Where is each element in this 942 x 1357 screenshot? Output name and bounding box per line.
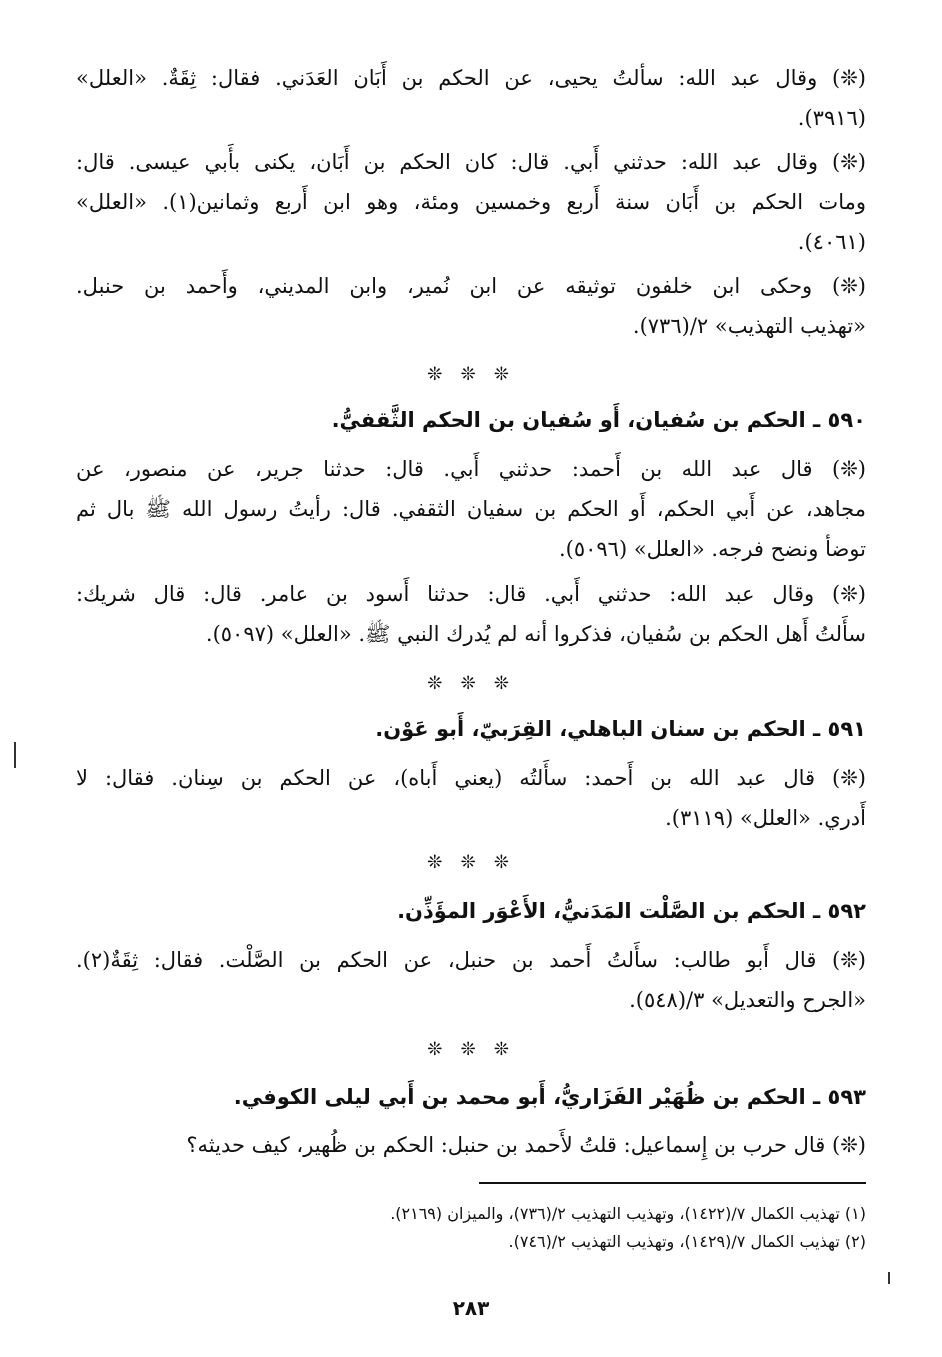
text-line: (❊) وقال عبد الله: حدثني أَبي. قال: حدثنا أَسود بن عامر. قال: قال شريك: (76, 582, 866, 606)
text-line: أَدري. «العلل» (٣١١٩). (665, 806, 866, 830)
section-separator: ❊ ❊ ❊ (427, 852, 515, 873)
paragraph-8 (76, 1125, 866, 1165)
text-line: (❊) قال حرب بن إِسماعيل: قلتُ لأَحمد بن حنبل: الحكم بن ظُهير، كيف حديثه؟ (186, 1133, 866, 1157)
entry-heading-593: ٥٩٣ ـ الحكم بن ظُهَيْر الفَزَاريُّ، أَبو محمد بن أَبي ليلى الكوفي. (233, 1085, 866, 1109)
footnote-rule (479, 1182, 866, 1184)
text-line: (٣٩١٦). (797, 106, 866, 130)
text-line: (❊) وحكى ابن خلفون توثيقه عن ابن نُمير، وابن المديني، وأَحمد بن حنبل. (76, 274, 866, 298)
scan-mark (888, 1272, 890, 1284)
paragraph-4 (76, 449, 866, 569)
text-line: «تهذيب التهذيب» ٢/(٧٣٦). (632, 314, 866, 338)
text-line: (❊) قال عبد الله بن أَحمد: سأَلتُه (يعني أَباه)، عن الحكم بن سِنان. فقال: لا (76, 766, 866, 790)
text-line: سأَلتُ أَهل الحكم بن سُفيان، فذكروا أنه لم يُدرك النبي ﷺ. «العلل» (٥٠٩٧). (205, 622, 866, 646)
text-line: «الجرح والتعديل» ٣/(٥٤٨). (629, 988, 866, 1012)
entry-heading-590: ٥٩٠ ـ الحكم بن سُفيان، أَو سُفيان بن الحكم الثَّقفيُّ. (331, 408, 866, 432)
section-separator: ❊ ❊ ❊ (427, 1039, 515, 1060)
text-line: ومات الحكم بن أَبَان سنة أَربع وخمسين ومئة، وهو ابن أَربع وثمانين(١). «العلل» (76, 190, 866, 214)
text-line: (٤٠٦١). (797, 230, 866, 254)
paragraph-3 (76, 266, 866, 346)
section-separator: ❊ ❊ ❊ (427, 673, 515, 694)
text-line: توضأ ونضح فرجه. «العلل» (٥٠٩٦). (558, 537, 866, 561)
text-line: (❊) قال عبد الله بن أَحمد: حدثني أَبي. قال: حدثنا جرير، عن منصور، عن (76, 457, 866, 481)
footnote-1: (١) تهذيب الكمال ٧/(١٤٢٢)، وتهذيب التهذيب ٢/(٧٣٦)، والميزان (٢١٦٩). (390, 1204, 866, 1223)
text-line: (❊) قال أَبو طالب: سأَلتُ أَحمد بن حنبل، عن الحكم بن الصَّلْت. فقال: ثِقَةٌ(٢). (76, 948, 866, 972)
footnote-2: (٢) تهذيب الكمال ٧/(١٤٢٩)، وتهذيب التهذيب ٢/(٧٤٦). (508, 1232, 866, 1251)
paragraph-5 (76, 574, 866, 654)
page-number: ٢٨٣ (452, 1296, 490, 1320)
entry-heading-591: ٥٩١ ـ الحكم بن سنان الباهلي، القِرَبيّ، أَبو عَوْن. (375, 717, 866, 741)
text-line: مجاهد، عن أَبي الحكم، أَو الحكم بن سفيان الثقفي. قال: رأيتُ رسول الله ﷺ بال ثم (76, 497, 866, 521)
paragraph-1 (76, 58, 866, 138)
scan-mark (14, 742, 16, 768)
text-line: (❊) وقال عبد الله: سألتُ يحيى، عن الحكم بن أَبَان العَدَني. فقال: ثِقَةٌ. «العلل» (76, 66, 866, 90)
paragraph-2 (76, 142, 866, 262)
section-separator: ❊ ❊ ❊ (427, 364, 515, 385)
entry-heading-592: ٥٩٢ ـ الحكم بن الصَّلْت المَدَنيُّ، الأَعْوَر المؤَذِّن. (397, 899, 866, 923)
paragraph-6 (76, 758, 866, 838)
paragraph-7 (76, 940, 866, 1020)
text-line: (❊) وقال عبد الله: حدثني أَبي. قال: كان الحكم بن أَبَان، يكنى بأَبي عيسى. قال: (76, 150, 866, 174)
